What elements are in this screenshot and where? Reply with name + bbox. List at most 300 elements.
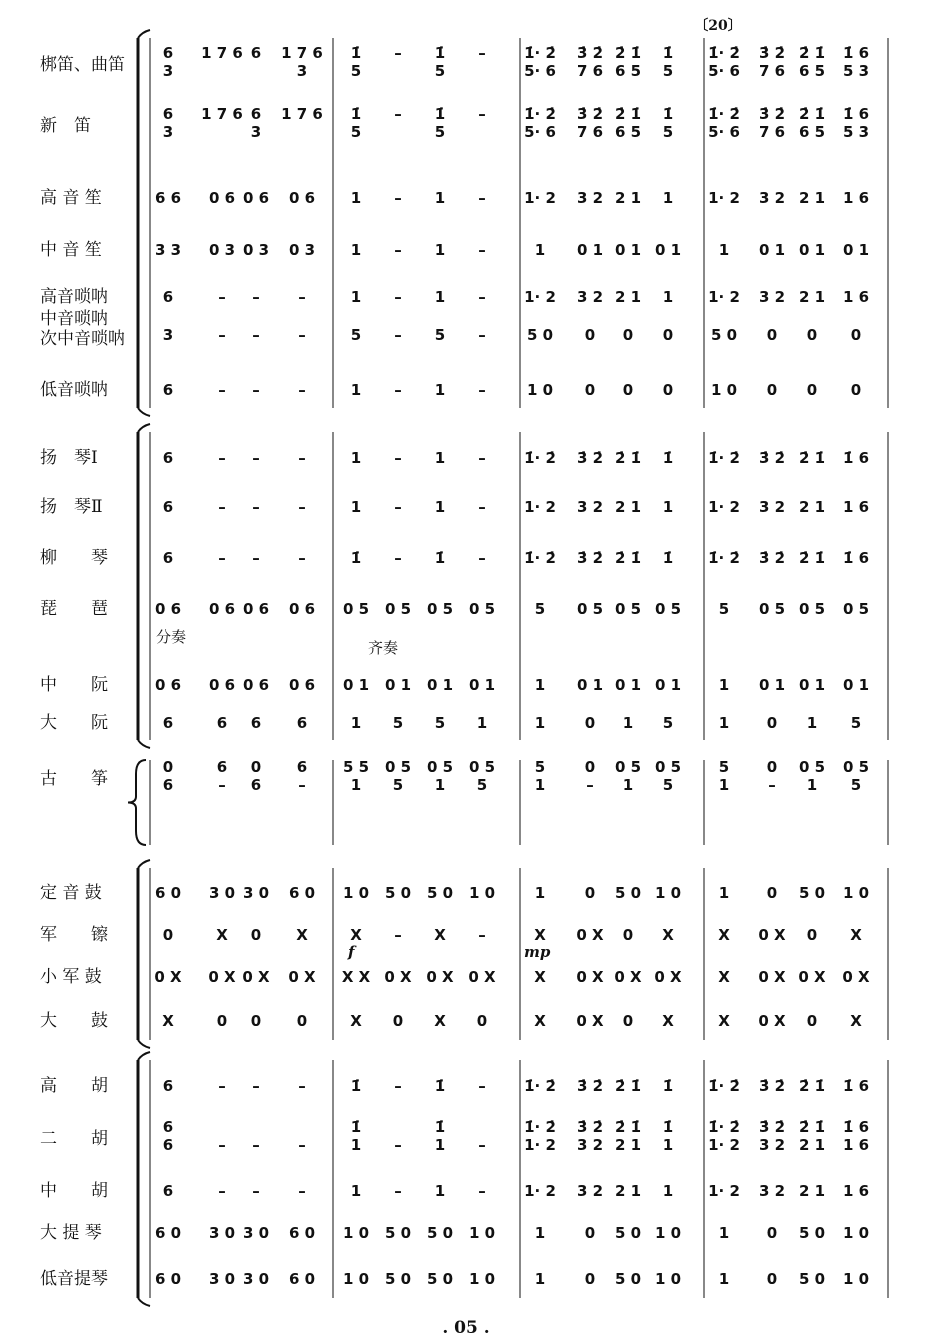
note-cell: X — [718, 1012, 730, 1030]
note-cell: 0 1 — [384, 676, 412, 694]
note-cell: – — [586, 776, 594, 794]
note-cell: 2 1 — [614, 189, 642, 207]
note-cell: 0 — [162, 758, 174, 776]
note-cell: 0 1 — [758, 241, 786, 259]
note-cell: 0 5 — [468, 600, 496, 618]
instrument-label: 大 鼓 — [40, 1011, 108, 1031]
note-cell: 0 — [806, 1012, 818, 1030]
note-cell: 0 X — [654, 968, 682, 986]
note-cell: 1 — [806, 714, 818, 732]
note-cell: – — [218, 498, 226, 516]
note-cell: X — [534, 926, 546, 944]
note-cell: 0 — [766, 1270, 778, 1288]
bracket-hook — [138, 740, 150, 748]
note-cell: 5· 6 — [524, 62, 556, 80]
note-cell: 1 6 — [842, 498, 870, 516]
note-cell: 5· 6 — [708, 62, 740, 80]
note-cell: 1 — [434, 1182, 446, 1200]
note-cell: 5 — [434, 714, 446, 732]
note-cell: 1 — [350, 381, 362, 399]
note-cell: 0 X — [288, 968, 316, 986]
note-cell: – — [478, 1077, 486, 1095]
note-cell: 5 — [662, 123, 674, 141]
note-cell: 5 — [434, 123, 446, 141]
instrument-label: 中 音 笙 — [40, 240, 102, 260]
note-cell: 6 — [250, 44, 262, 62]
note-cell: 0 X — [426, 968, 454, 986]
note-cell: 0 1 — [798, 241, 826, 259]
note-cell: 2̇ 1̇ — [798, 1077, 826, 1095]
note-cell: 1 0 — [342, 884, 370, 902]
note-cell: 0 — [584, 1224, 596, 1242]
note-cell: 1 — [662, 1182, 674, 1200]
note-cell: 1̇ — [434, 44, 446, 62]
instrument-label: 古 筝 — [40, 769, 108, 789]
note-cell: – — [298, 1182, 306, 1200]
divisi-mark: 分奏 — [156, 628, 187, 646]
note-cell: 0 6 — [208, 676, 236, 694]
note-cell: – — [478, 241, 486, 259]
note-cell: 5 — [662, 776, 674, 794]
note-cell: 3 0 — [208, 884, 236, 902]
note-cell: – — [478, 189, 486, 207]
note-cell: – — [394, 326, 402, 344]
note-cell: 2 1 — [614, 288, 642, 306]
note-cell: 0 — [766, 884, 778, 902]
note-cell: X — [662, 926, 674, 944]
instrument-label: 梆笛、曲笛 — [40, 55, 125, 75]
note-cell: 6 — [250, 714, 262, 732]
note-cell: 2̇ 1̇ — [614, 44, 642, 62]
note-cell: 2 1 — [798, 288, 826, 306]
bracket-hook — [138, 30, 150, 38]
note-cell: – — [394, 1136, 402, 1154]
note-cell: 3̇ 2̇ — [758, 549, 786, 567]
note-cell: 1̇ — [350, 549, 362, 567]
note-cell: – — [252, 326, 260, 344]
note-cell: 5 0 — [614, 884, 642, 902]
rehearsal-mark: 〔20〕 — [694, 18, 742, 34]
note-cell: 5 — [392, 776, 404, 794]
note-cell: 1 0 — [842, 884, 870, 902]
note-cell: 3 3 — [154, 241, 182, 259]
note-cell: 6 — [162, 381, 174, 399]
note-cell: 5 — [434, 326, 446, 344]
note-cell: 6 — [162, 105, 174, 123]
note-cell: X — [296, 926, 308, 944]
note-cell: 1̇· 2̇ — [708, 549, 740, 567]
note-cell: 1· 2 — [524, 1136, 556, 1154]
note-cell: 3 0 — [242, 884, 270, 902]
note-cell: – — [394, 189, 402, 207]
note-cell: 1 — [434, 381, 446, 399]
note-cell: 5 0 — [426, 1224, 454, 1242]
note-cell: – — [218, 776, 226, 794]
note-cell: 1 0 — [468, 1270, 496, 1288]
note-cell: 2̇ 1̇ — [798, 549, 826, 567]
note-cell: 5 — [662, 714, 674, 732]
bracket-hook — [138, 1040, 150, 1048]
note-cell: 1· 2 — [708, 1136, 740, 1154]
note-cell: 0 5 — [426, 758, 454, 776]
note-cell: 0 — [476, 1012, 488, 1030]
instrument-label: 高音唢呐 — [40, 287, 108, 307]
note-cell: 0 X — [468, 968, 496, 986]
note-cell: 1̇· 2̇ — [524, 44, 556, 62]
note-cell: 1̇· 2̇ — [524, 449, 556, 467]
note-cell: 6 0 — [154, 1270, 182, 1288]
note-cell: 6 — [216, 758, 228, 776]
note-cell: 1̇ — [434, 1077, 446, 1095]
note-cell: 0 3 — [208, 241, 236, 259]
note-cell: – — [298, 776, 306, 794]
note-cell: 0 — [584, 326, 596, 344]
note-cell: 0 X — [576, 968, 604, 986]
note-cell: 5 — [392, 714, 404, 732]
note-cell: 5 0 — [710, 326, 738, 344]
dynamic-mezzo-piano: mp — [524, 943, 551, 961]
note-cell: 1̇ — [434, 1118, 446, 1136]
note-cell: 0 6 — [154, 600, 182, 618]
note-cell: 1 7 6 — [281, 105, 323, 123]
instrument-label: 扬 琴Ⅱ — [40, 497, 103, 517]
note-cell: – — [394, 44, 402, 62]
note-cell: 5 — [850, 714, 862, 732]
note-cell: 0 1 — [758, 676, 786, 694]
note-cell: 0 1 — [576, 241, 604, 259]
note-cell: X — [534, 968, 546, 986]
note-cell: 0 X — [154, 968, 182, 986]
note-cell: 1 — [718, 1224, 730, 1242]
note-cell: – — [298, 288, 306, 306]
note-cell: 5 0 — [526, 326, 554, 344]
note-cell: 1 — [534, 241, 546, 259]
note-cell: 3 2 — [576, 189, 604, 207]
note-cell: 1̇ 6 — [842, 105, 870, 123]
note-cell: 1· 2 — [524, 288, 556, 306]
note-cell: 1 — [350, 449, 362, 467]
note-cell: 3̇ 2̇ — [758, 1077, 786, 1095]
note-cell: – — [394, 1182, 402, 1200]
note-cell: 5 — [534, 758, 546, 776]
note-cell: 1 — [350, 776, 362, 794]
note-cell: 0 — [622, 381, 634, 399]
note-cell: 1 — [622, 714, 634, 732]
note-cell: 3 2 — [758, 498, 786, 516]
note-cell: 0 1 — [614, 676, 642, 694]
note-cell: – — [218, 288, 226, 306]
note-cell: 3 0 — [242, 1224, 270, 1242]
note-cell: 1 0 — [842, 1270, 870, 1288]
note-cell: 1 — [434, 776, 446, 794]
note-cell: 1̇ — [350, 1118, 362, 1136]
bracket-hook — [138, 1298, 150, 1306]
note-cell: – — [218, 549, 226, 567]
note-cell: 6 6 — [154, 189, 182, 207]
note-cell: 1 — [534, 1224, 546, 1242]
note-cell: 1 — [534, 1270, 546, 1288]
note-cell: 3̇ 2̇ — [758, 449, 786, 467]
note-cell: 1 0 — [654, 884, 682, 902]
note-cell: 5 0 — [384, 884, 412, 902]
note-cell: 1 — [718, 776, 730, 794]
note-cell: – — [394, 1077, 402, 1095]
note-cell: 0 6 — [208, 600, 236, 618]
note-cell: 1̇ — [662, 549, 674, 567]
instrument-label: 扬 琴Ⅰ — [40, 448, 98, 468]
note-cell: 5 0 — [384, 1224, 412, 1242]
note-cell: 2 1 — [798, 1182, 826, 1200]
note-cell: 6 — [162, 288, 174, 306]
note-cell: 6 — [162, 44, 174, 62]
note-cell: 1̇ 6 — [842, 1077, 870, 1095]
note-cell: 6 5 — [614, 123, 642, 141]
note-cell: X — [718, 968, 730, 986]
note-cell: – — [394, 381, 402, 399]
note-cell: 0 5 — [468, 758, 496, 776]
dynamic-forte: f — [348, 943, 355, 961]
note-cell: 3 2 — [576, 1136, 604, 1154]
note-cell: 1 — [534, 714, 546, 732]
note-cell: – — [478, 44, 486, 62]
note-cell: 7 6 — [576, 62, 604, 80]
note-cell: 0 — [806, 381, 818, 399]
note-cell: 3 0 — [208, 1270, 236, 1288]
note-cell: 1̇· 2̇ — [708, 449, 740, 467]
note-cell: 3 2 — [758, 189, 786, 207]
note-cell: – — [394, 926, 402, 944]
note-cell: 3 2 — [576, 288, 604, 306]
note-cell: – — [478, 926, 486, 944]
note-cell: 2̇ 1̇ — [614, 549, 642, 567]
note-cell: 0 X — [242, 968, 270, 986]
instrument-label: 大 阮 — [40, 713, 108, 733]
note-cell: 0 — [250, 1012, 262, 1030]
note-cell: 7 6 — [576, 123, 604, 141]
note-cell: 0 — [622, 326, 634, 344]
note-cell: X — [162, 1012, 174, 1030]
note-cell: 0 6 — [288, 189, 316, 207]
note-cell: 0 — [766, 758, 778, 776]
instrument-label: 小 军 鼓 — [40, 967, 102, 987]
note-cell: 3 0 — [208, 1224, 236, 1242]
note-cell: 2 1 — [798, 498, 826, 516]
note-cell: 3 — [162, 123, 174, 141]
note-cell: 1̇· 2̇ — [524, 549, 556, 567]
note-cell: 0 5 — [342, 600, 370, 618]
note-cell: 1· 2 — [708, 288, 740, 306]
note-cell: 2̇ 1̇ — [614, 1077, 642, 1095]
note-cell: 1 — [434, 189, 446, 207]
note-cell: X — [434, 1012, 446, 1030]
note-cell: 1· 2 — [524, 498, 556, 516]
note-cell: 0 6 — [242, 600, 270, 618]
note-cell: 0 6 — [208, 189, 236, 207]
note-cell: – — [298, 326, 306, 344]
note-cell: X — [850, 926, 862, 944]
note-cell: 0 X — [758, 968, 786, 986]
instrument-label: 中 胡 — [40, 1181, 108, 1201]
note-cell: 1̇ — [350, 105, 362, 123]
note-cell: 1 0 — [468, 884, 496, 902]
note-cell: 3̇ 2̇ — [576, 105, 604, 123]
note-cell: 0 1 — [798, 676, 826, 694]
note-cell: 0 1 — [842, 676, 870, 694]
note-cell: – — [218, 1182, 226, 1200]
note-cell: – — [394, 549, 402, 567]
note-cell: 0 — [766, 714, 778, 732]
note-cell: 0 5 — [798, 758, 826, 776]
note-cell: 3 2 — [576, 1182, 604, 1200]
note-cell: 1 0 — [710, 381, 738, 399]
note-cell: – — [768, 776, 776, 794]
note-cell: 0 — [296, 1012, 308, 1030]
note-cell: 1 — [718, 884, 730, 902]
note-cell: 0 3 — [242, 241, 270, 259]
note-cell: 0 1 — [842, 241, 870, 259]
note-cell: – — [252, 449, 260, 467]
note-cell: 0 — [850, 381, 862, 399]
note-cell: 2 1 — [798, 1136, 826, 1154]
note-cell: 1 — [350, 288, 362, 306]
instrument-label: 琵 琶 — [40, 599, 108, 619]
note-cell: 3 — [162, 326, 174, 344]
instrument-label: 低音提琴 — [40, 1269, 108, 1289]
note-cell: 3̇ 2̇ — [576, 549, 604, 567]
note-cell: 0 — [622, 926, 634, 944]
note-cell: 1 — [350, 1182, 362, 1200]
note-cell: – — [252, 549, 260, 567]
instrument-label-secondary: 次中音唢呐 — [40, 329, 125, 349]
note-cell: 1̇· 2̇ — [708, 1077, 740, 1095]
note-cell: 6 — [162, 1118, 174, 1136]
note-cell: 1̇ 6 — [842, 44, 870, 62]
note-cell: 3 2 — [758, 1182, 786, 1200]
note-cell: 1 6 — [842, 1182, 870, 1200]
instrument-label: 新 笛 — [40, 116, 91, 136]
instrument-label: 大 提 琴 — [40, 1223, 102, 1243]
note-cell: 1 — [434, 449, 446, 467]
note-cell: 1· 2 — [708, 189, 740, 207]
note-cell: 1 7 6 — [201, 44, 243, 62]
note-cell: 1̇ — [434, 549, 446, 567]
note-cell: – — [252, 498, 260, 516]
note-cell: 1 — [476, 714, 488, 732]
note-cell: – — [478, 381, 486, 399]
note-cell: 1· 2 — [708, 1182, 740, 1200]
note-cell: 0 1 — [614, 241, 642, 259]
note-cell: 3̇ 2̇ — [576, 449, 604, 467]
note-cell: – — [478, 498, 486, 516]
note-cell: 0 5 — [758, 600, 786, 618]
note-cell: – — [298, 1136, 306, 1154]
note-cell: – — [298, 1077, 306, 1095]
note-cell: 6 0 — [288, 1270, 316, 1288]
note-cell: – — [394, 105, 402, 123]
note-cell: 3 2 — [576, 498, 604, 516]
note-cell: X — [718, 926, 730, 944]
note-cell: – — [298, 498, 306, 516]
bracket-hook — [138, 424, 150, 432]
note-cell: 5 — [662, 62, 674, 80]
note-cell: 1 — [718, 714, 730, 732]
note-cell: – — [394, 498, 402, 516]
note-cell: 5 — [434, 62, 446, 80]
note-cell: 1 — [718, 676, 730, 694]
note-cell: 0 — [216, 1012, 228, 1030]
note-cell: 0 — [250, 758, 262, 776]
note-cell: 1 0 — [342, 1270, 370, 1288]
note-cell: 5· 6 — [708, 123, 740, 141]
note-cell: 6 — [162, 1182, 174, 1200]
note-cell: 1 — [350, 714, 362, 732]
instrument-label: 中 阮 — [40, 675, 108, 695]
note-cell: 0 X — [576, 1012, 604, 1030]
note-cell: X — [534, 1012, 546, 1030]
barlines — [150, 38, 888, 1298]
note-cell: 0 5 — [576, 600, 604, 618]
note-cell: 1· 2 — [524, 189, 556, 207]
note-cell: 6 — [162, 498, 174, 516]
note-cell: – — [252, 381, 260, 399]
note-cell: 5 — [350, 326, 362, 344]
note-cell: – — [252, 1182, 260, 1200]
note-cell: 5 — [534, 600, 546, 618]
note-cell: 6 5 — [798, 123, 826, 141]
note-cell: 5 0 — [426, 884, 454, 902]
note-cell: 0 — [622, 1012, 634, 1030]
note-cell: 1̇· 2̇ — [708, 1118, 740, 1136]
note-cell: – — [394, 241, 402, 259]
note-cell: 0 5 — [614, 758, 642, 776]
bracket-hook — [138, 860, 150, 868]
note-cell: 0 — [806, 326, 818, 344]
note-cell: 0 5 — [654, 600, 682, 618]
note-cell: – — [218, 326, 226, 344]
note-cell: 0 5 — [798, 600, 826, 618]
note-cell: 1 — [350, 189, 362, 207]
note-cell: 0 1 — [468, 676, 496, 694]
note-cell: 1 7 6 — [281, 44, 323, 62]
note-cell: 3 — [162, 62, 174, 80]
note-cell: 1 — [350, 1136, 362, 1154]
note-cell: 0 — [584, 381, 596, 399]
note-cell: 0 X — [208, 968, 236, 986]
note-cell: 1̇· 2̇ — [524, 1118, 556, 1136]
note-cell: 3̇ 2̇ — [576, 44, 604, 62]
note-cell: – — [394, 449, 402, 467]
note-cell: – — [218, 1077, 226, 1095]
bracket-hook — [138, 1052, 150, 1060]
note-cell: 0 1 — [654, 676, 682, 694]
note-cell: 6 — [162, 549, 174, 567]
note-cell: 5 — [850, 776, 862, 794]
note-cell: 0 — [250, 926, 262, 944]
note-cell: 1 0 — [342, 1224, 370, 1242]
note-cell: X — [350, 1012, 362, 1030]
note-cell: 6 — [250, 105, 262, 123]
note-cell: 0 — [766, 1224, 778, 1242]
note-cell: 6 0 — [154, 1224, 182, 1242]
note-cell: 0 — [766, 326, 778, 344]
note-cell: 1 0 — [468, 1224, 496, 1242]
note-cell: 2 1 — [798, 189, 826, 207]
note-cell: 0 5 — [654, 758, 682, 776]
note-cell: 1̇ — [350, 1077, 362, 1095]
note-cell: 1· 2 — [708, 498, 740, 516]
note-cell: 5 0 — [426, 1270, 454, 1288]
note-cell: 1̇· 2̇ — [524, 1077, 556, 1095]
